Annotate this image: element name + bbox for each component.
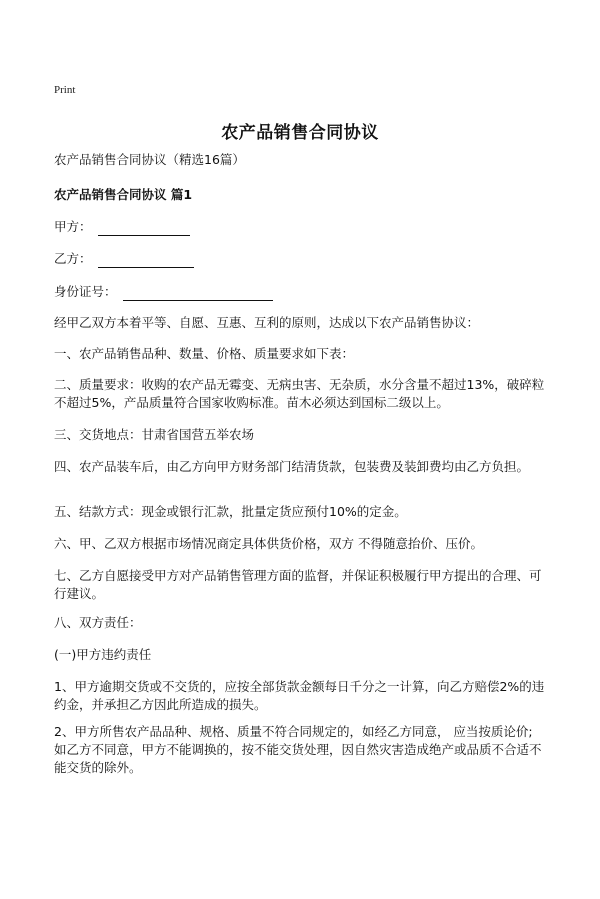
party-a-blank-line: [98, 222, 190, 236]
party-b-row: [54, 250, 194, 268]
print-label: Print: [54, 84, 76, 96]
paragraph-6: 六、甲、乙双方根据市场情况商定具体供货价格，双方 不得随意抬价、压价。: [54, 536, 483, 551]
paragraph-intro: 经甲乙双方本着平等、自愿、互惠、互利的原则，达成以下农产品销售协议：: [54, 315, 480, 330]
party-b-label: 乙方：: [54, 251, 92, 266]
paragraph-10: 1、甲方逾期交货或不交货的，应按全部货款金额每日千分之一计算，向乙方赔偿2%的违约金，并承担乙方因此所造成的损失。: [54, 679, 545, 712]
paragraph-5: 五、结款方式：现金或银行汇款，批量定货应预付10%的定金。: [54, 504, 407, 519]
paragraph-4: 四、农产品装车后，由乙方向甲方财务部门结清货款，包装费及装卸费均由乙方负担。: [54, 459, 530, 474]
party-a-row: [54, 218, 190, 236]
paragraph-3: 三、交货地点：甘肃省国营五举农场: [54, 427, 255, 442]
section-heading: 农产品销售合同协议 篇1: [54, 187, 193, 202]
paragraph-11: 2、甲方所售农产品品种、规格、质量不符合同规定的，如经乙方同意， 应当按质论价; 如乙方不同意，甲方不能调换的，按不能交货处理，因自然灾害造成绝产或品质不合适不能交货的除外。: [54, 724, 542, 775]
paragraph-8: 八、双方责任：: [54, 615, 142, 630]
document-subtitle: 农产品销售合同协议（精选16篇）: [54, 152, 245, 167]
id-number-label: 身份证号：: [54, 284, 117, 299]
party-b-blank-line: [98, 254, 194, 268]
id-number-blank-line: [123, 287, 273, 301]
party-a-label: 甲方：: [54, 219, 92, 234]
paragraph-1: 一、农产品销售品种、数量、价格、质量要求如下表：: [54, 346, 355, 361]
paragraph-9: (一)甲方违约责任: [54, 647, 152, 662]
paragraph-2: 二、质量要求：收购的农产品无霉变、无病虫害、无杂质，水分含量不超过13%，破碎粒不超过5%，产品质量符合国家收购标准。苗木必须达到国标二级以上。: [54, 377, 545, 410]
paragraph-7: 七、乙方自愿接受甲方对产品销售管理方面的监督，并保证积极履行甲方提出的合理、可行建议。: [54, 568, 542, 601]
id-number-row: [54, 283, 273, 301]
document-title: 农产品销售合同协议: [221, 123, 379, 143]
